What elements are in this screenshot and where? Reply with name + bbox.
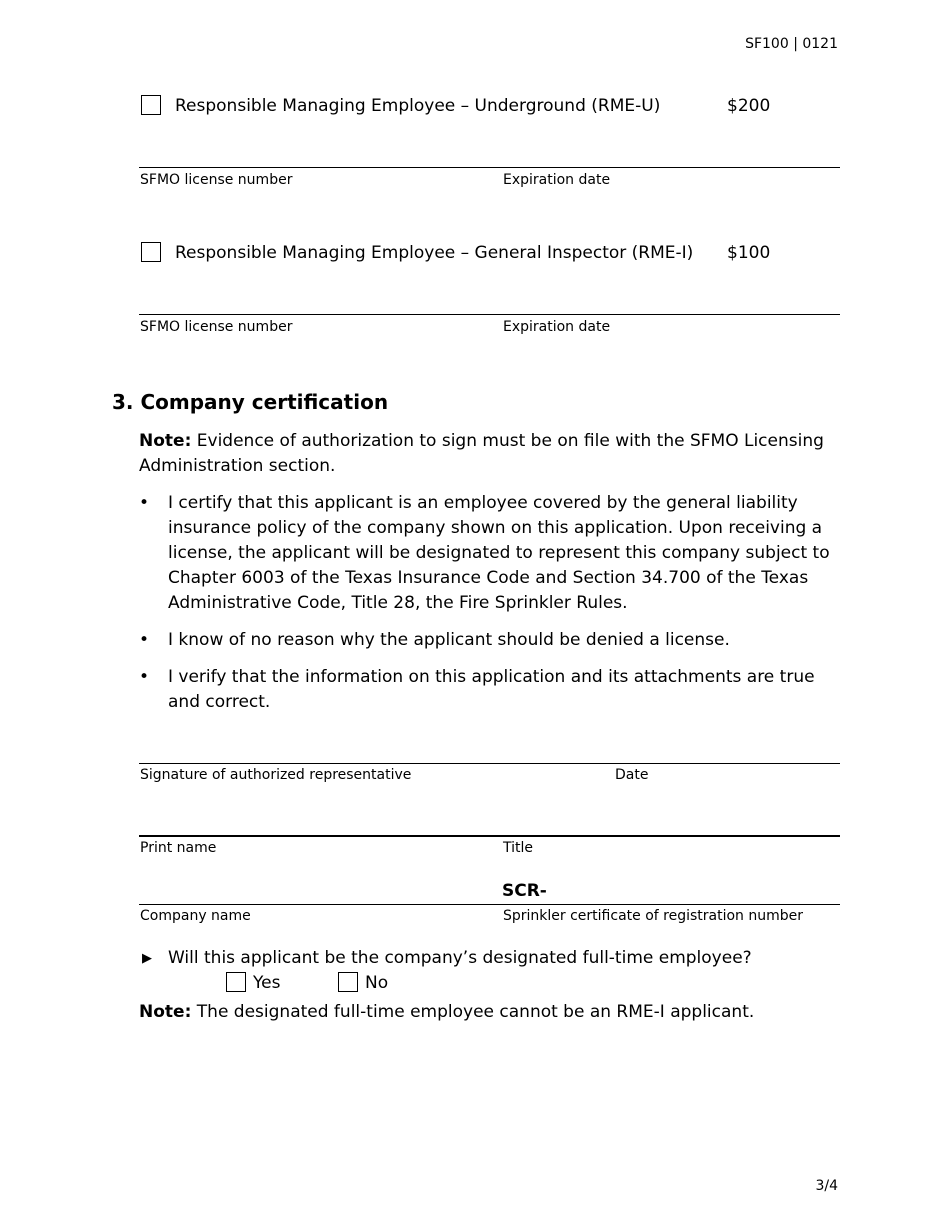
certification-list <box>139 491 839 727</box>
rme-i-checkbox[interactable] <box>141 242 161 262</box>
no-checkbox[interactable] <box>338 972 358 992</box>
rme-u-license-number-label: SFMO license number <box>140 172 293 188</box>
rme-i-license-number-label: SFMO license number <box>140 319 293 335</box>
designation-question: Will this applicant be the company’s designated full-time employee? <box>168 948 752 968</box>
rme-i-label: Responsible Managing Employee – General Inspector (RME-I) <box>175 243 694 263</box>
section-note-label: Note: <box>139 431 192 451</box>
rme-u-license-line[interactable] <box>139 167 840 168</box>
rme-u-fee: $200 <box>727 96 771 116</box>
rme-u-label: Responsible Managing Employee – Underground (RME-U) <box>175 96 661 116</box>
date-label: Date <box>615 767 649 783</box>
triangle-bullet-icon: ▶ <box>142 951 152 966</box>
rme-i-expiration-label: Expiration date <box>503 319 611 335</box>
yes-label: Yes <box>253 973 281 993</box>
certification-bullet-verify: • I verify that the information on this application and its attachments are true and correct. <box>139 665 839 715</box>
signature-line[interactable] <box>139 763 840 764</box>
designation-note-text: The designated full-time employee cannot be an RME-I applicant. <box>191 1002 755 1022</box>
rme-i-license-line[interactable] <box>139 314 840 315</box>
signature-label: Signature of authorized representative <box>140 767 412 783</box>
title-label: Title <box>503 840 534 856</box>
section-title: 3. Company certification <box>112 390 389 414</box>
yes-checkbox[interactable] <box>226 972 246 992</box>
section-note-text: Evidence of authorization to sign must be on file with the SFMO Licensing Administration section. <box>139 431 824 476</box>
company-name-line[interactable] <box>139 904 840 905</box>
print-name-label: Print name <box>140 840 217 856</box>
scr-prefix: SCR- <box>502 881 547 901</box>
designation-note-label: Note: <box>139 1002 192 1022</box>
designation-note <box>139 1000 754 1025</box>
certification-bullet-coverage: • I certify that this applicant is an employee covered by the general liability insurance policy of the company shown on this application. Upon receiving a license, the applicant will be designated to represent this company subject to Chapter 6003 of the Texas Insurance Code and Section 34.700 of the Texas Administrative Code, Title 28, the Fire Sprinkler Rules. <box>139 491 839 616</box>
scr-number-label: Sprinkler certificate of registration number <box>503 908 804 924</box>
section-note <box>139 429 839 479</box>
certification-bullet-no-reason: • I know of no reason why the applicant should be denied a license. <box>139 628 839 653</box>
company-name-label: Company name <box>140 908 251 924</box>
rme-u-expiration-label: Expiration date <box>503 172 611 188</box>
rme-u-checkbox[interactable] <box>141 95 161 115</box>
page-number: 3/4 <box>815 1178 838 1194</box>
rme-i-fee: $100 <box>727 243 771 263</box>
no-label: No <box>365 973 389 993</box>
form-id: SF100 | 0121 <box>745 36 838 52</box>
print-name-line[interactable] <box>139 835 840 837</box>
